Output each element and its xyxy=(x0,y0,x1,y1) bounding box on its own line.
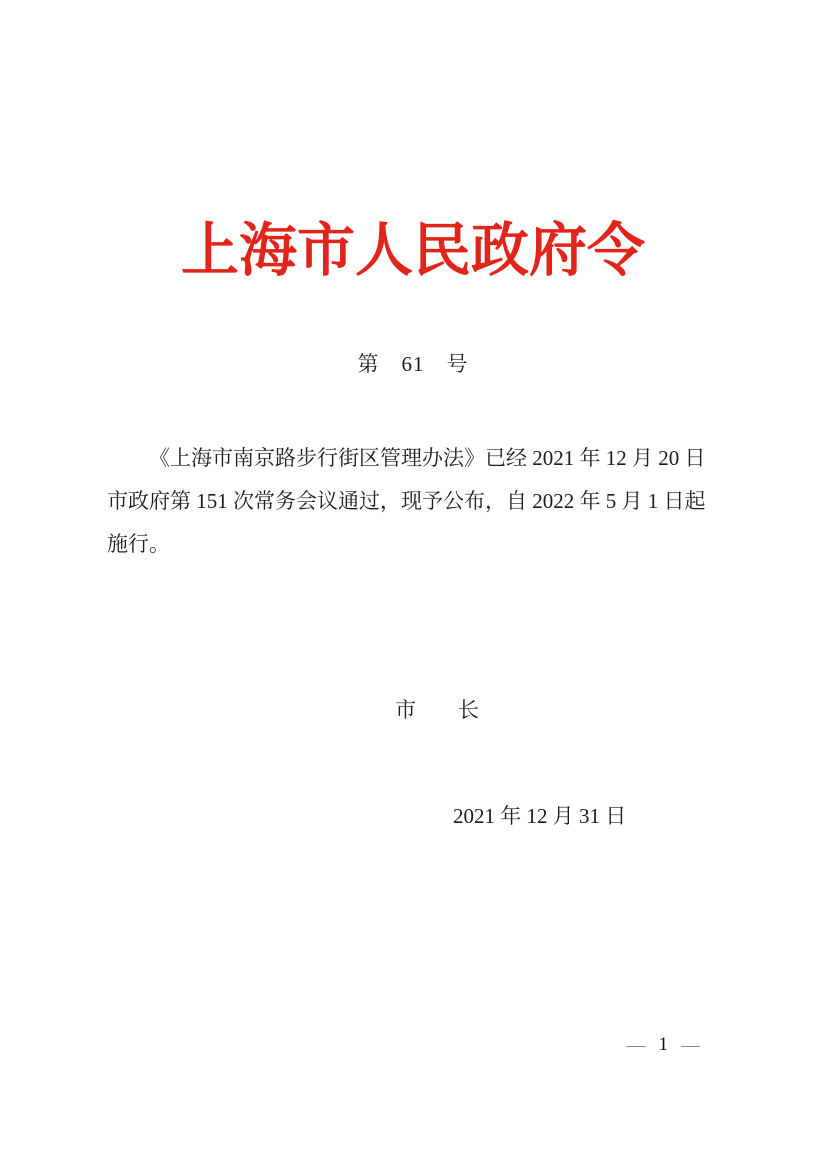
signer-title: 市 长 xyxy=(395,698,479,722)
body-line: 施行。 xyxy=(107,532,170,556)
page-number-value: 1 xyxy=(658,1034,668,1055)
page-number-dash-left: — xyxy=(626,1034,646,1056)
body-paragraph xyxy=(107,437,747,566)
page-number-dash-right: — xyxy=(681,1034,700,1056)
issue-date: 2021 年 12 月 31 日 xyxy=(453,804,627,828)
page-number xyxy=(627,1034,701,1056)
document-title: 上海市人民政府令 xyxy=(180,218,645,283)
body-line: 市政府第 151 次常务会议通过，现予公布，自 2022 年 5 月 1 日起 xyxy=(107,489,706,513)
order-number: 第 61 号 xyxy=(357,352,469,376)
body-line: 《上海市南京路步行街区管理办法》已经 2021 年 12 月 20 日 xyxy=(149,446,706,470)
